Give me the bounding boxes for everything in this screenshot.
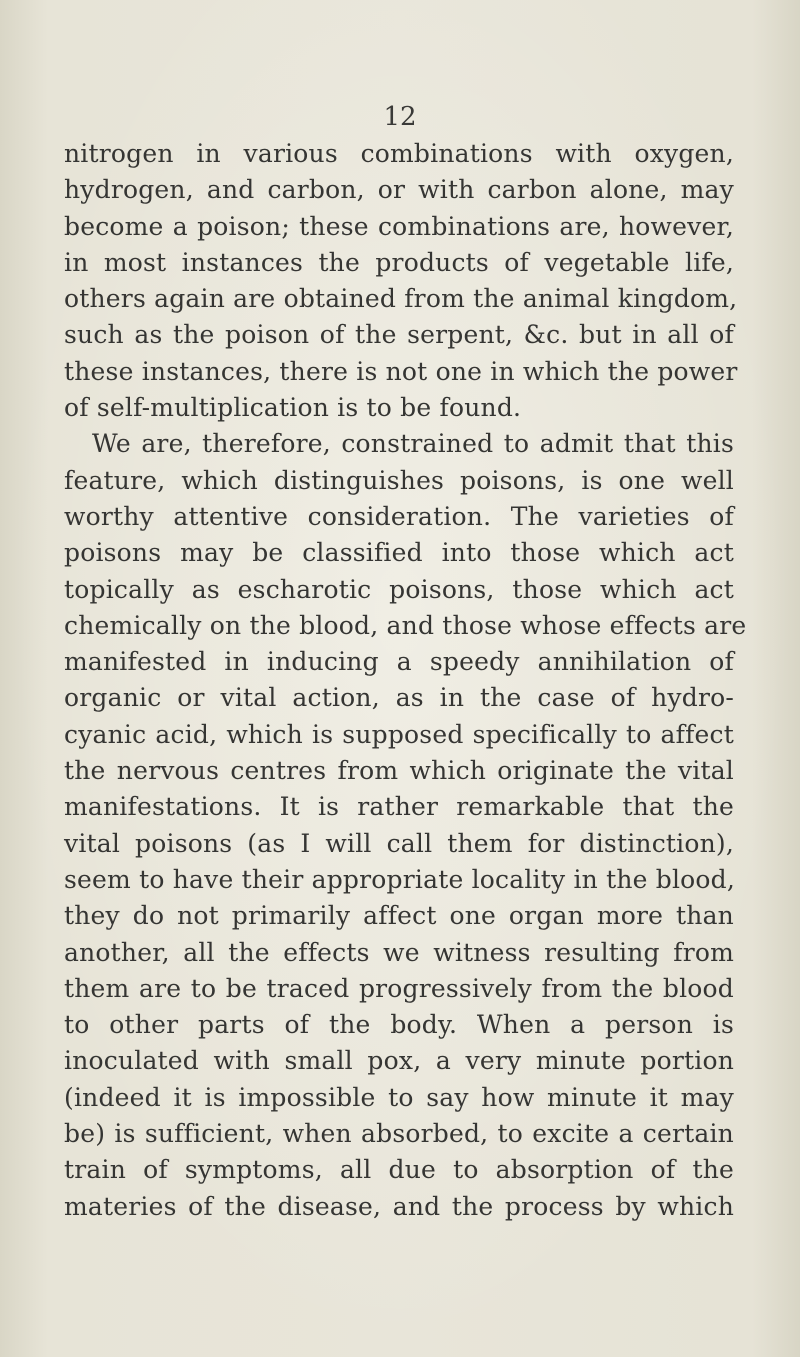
text-line: others again are obtained from the animal kingdom, bbox=[64, 284, 738, 314]
text-line: organic or vital action, as in the case of hydro- bbox=[64, 683, 734, 713]
body-text bbox=[64, 136, 747, 1225]
text-line: train of symptoms, all due to absorption of the bbox=[64, 1155, 734, 1185]
text-line: the nervous centres from which originate the vital bbox=[64, 756, 734, 786]
text-line: hydrogen, and carbon, or with carbon alone, may bbox=[64, 175, 734, 205]
text-line: they do not primarily affect one organ more than bbox=[64, 901, 734, 931]
text-line: become a poison; these combinations are, however, bbox=[64, 211, 734, 241]
paragraph-start-line: We are, therefore, constrained to admit that this bbox=[92, 429, 734, 459]
text-line: be) is sufficient, when absorbed, to excite a certain bbox=[64, 1119, 734, 1149]
text-line: these instances, there is not one in which the power bbox=[64, 356, 738, 386]
text-line: feature, which distinguishes poisons, is one well bbox=[64, 465, 734, 495]
text-line: of self-multiplication is to be found. bbox=[64, 393, 522, 423]
text-line: cyanic acid, which is supposed specifically to affect bbox=[64, 719, 734, 749]
text-line: manifestations. It is rather remarkable that the bbox=[64, 792, 734, 822]
page-number: 12 bbox=[383, 102, 417, 132]
text-line: to other parts of the body. When a person is bbox=[64, 1010, 734, 1040]
text-line: (indeed it is impossible to say how minute it may bbox=[64, 1082, 734, 1112]
text-line: seem to have their appropriate locality in the blood, bbox=[64, 864, 736, 894]
text-line: worthy attentive consideration. The varieties of bbox=[64, 501, 734, 531]
text-line: chemically on the blood, and those whose effects are bbox=[64, 610, 747, 640]
text-line: topically as escharotic poisons, those which act bbox=[64, 574, 734, 604]
text-line: vital poisons (as I will call them for distinction), bbox=[64, 828, 734, 858]
text-line: materies of the disease, and the process by which bbox=[64, 1191, 734, 1221]
text-line: poisons may be classified into those which act bbox=[64, 538, 734, 568]
text-line: such as the poison of the serpent, &c. but in all of bbox=[64, 320, 734, 350]
text-line: in most instances the products of vegetable life, bbox=[64, 247, 734, 277]
text-line: another, all the effects we witness resulting from bbox=[64, 937, 734, 967]
text-line: manifested in inducing a speedy annihilation of bbox=[64, 647, 734, 677]
text-line: inoculated with small pox, a very minute portion bbox=[64, 1046, 734, 1076]
text-line: nitrogen in various combinations with oxygen, bbox=[64, 139, 734, 168]
text-line: them are to be traced progressively from the blood bbox=[64, 973, 734, 1003]
